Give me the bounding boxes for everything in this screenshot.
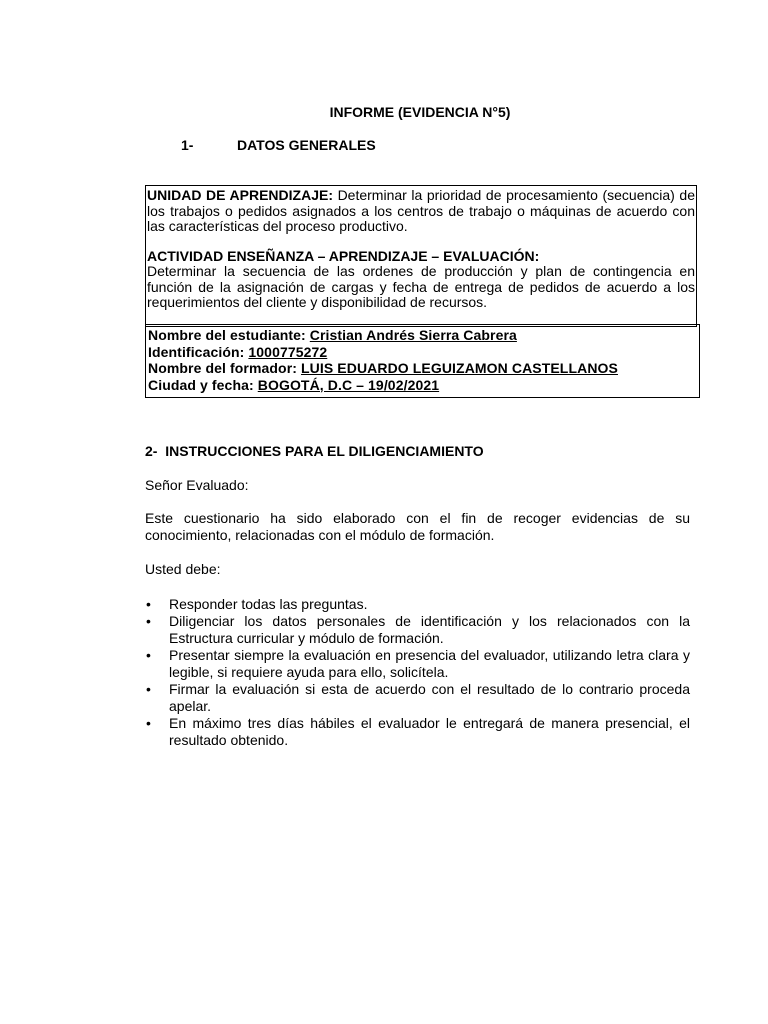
- list-item: • Firmar la evaluación si esta de acuerdo con el resultado de lo contrario proceda apelar.: [146, 681, 690, 714]
- learning-unit-paragraph: [147, 188, 695, 235]
- list-item: • Presentar siempre la evaluación en presencia del evaluador, utilizando letra clara y legible, si requiere ayuda para ello, solicítela.: [146, 647, 690, 680]
- section-2-number: 2-: [145, 443, 158, 459]
- city-date-label: Ciudad y fecha:: [148, 376, 254, 393]
- section-1-heading: [181, 137, 376, 153]
- section-2-label: INSTRUCCIONES PARA EL DILIGENCIAMIENTO: [165, 443, 484, 459]
- student-name-value: Cristian Andrés Sierra Cabrera: [309, 327, 517, 343]
- bullet-icon: •: [146, 613, 151, 629]
- identification-row: [148, 344, 698, 361]
- identification-label: Identificación:: [148, 343, 245, 360]
- student-data-box: [145, 324, 700, 398]
- greeting-text: Señor Evaluado:: [145, 477, 249, 493]
- intro-paragraph: Este cuestionario ha sido elaborado con el fin de recoger evidencias de su conocimiento, relacionadas con el módulo de formación.: [145, 510, 690, 543]
- bullet-icon: •: [146, 681, 151, 697]
- learning-unit-label: UNIDAD DE APRENDIZAJE:: [147, 187, 333, 203]
- list-item: • Diligenciar los datos personales de identificación y los relacionados con la Estructura curricular y módulo de formación.: [146, 613, 690, 646]
- learning-unit-box: [145, 185, 697, 327]
- document-title: INFORME (EVIDENCIA N°5): [329, 104, 511, 120]
- activity-label: ACTIVIDAD ENSEÑANZA – APRENDIZAJE – EVALUACIÓN:: [147, 247, 540, 264]
- bullet-icon: •: [146, 596, 151, 612]
- trainer-name-row: [148, 360, 698, 377]
- bullet-icon: •: [146, 647, 151, 663]
- section-1-label: DATOS GENERALES: [237, 137, 376, 153]
- usted-debe-text: Usted debe:: [145, 561, 221, 577]
- activity-text: Determinar la secuencia de las ordenes de producción y plan de contingencia en función de la asignación de cargas y fecha de entrega de pedidos de acuerdo a los requerimientos del cliente y disponibilidad de recursos.: [147, 263, 695, 310]
- trainer-name-label: Nombre del formador:: [148, 360, 298, 376]
- instructions-list: [145, 596, 690, 749]
- activity-paragraph: [147, 249, 695, 311]
- student-name-label: Nombre del estudiante:: [148, 327, 306, 343]
- student-name-row: [148, 327, 698, 344]
- section-1-number: 1-: [181, 137, 194, 153]
- bullet-icon: •: [146, 715, 151, 731]
- list-item: • En máximo tres días hábiles el evaluador le entregará de manera presencial, el resultado obtenido.: [146, 715, 690, 748]
- learning-unit-text: Determinar la prioridad de procesamiento (secuencia) de los trabajos o pedidos asignados a los centros de trabajo o máquinas de acuerdo con las características del proceso productivo.: [147, 187, 695, 234]
- trainer-name-value: LUIS EDUARDO LEGUIZAMON CASTELLANOS: [301, 360, 618, 376]
- section-2-heading: [145, 443, 484, 459]
- identification-value: 1000775272: [248, 343, 328, 360]
- list-item: • Responder todas las preguntas.: [146, 596, 368, 612]
- city-date-row: [148, 377, 698, 394]
- city-date-value: BOGOTÁ, D.C – 19/02/2021: [257, 376, 440, 393]
